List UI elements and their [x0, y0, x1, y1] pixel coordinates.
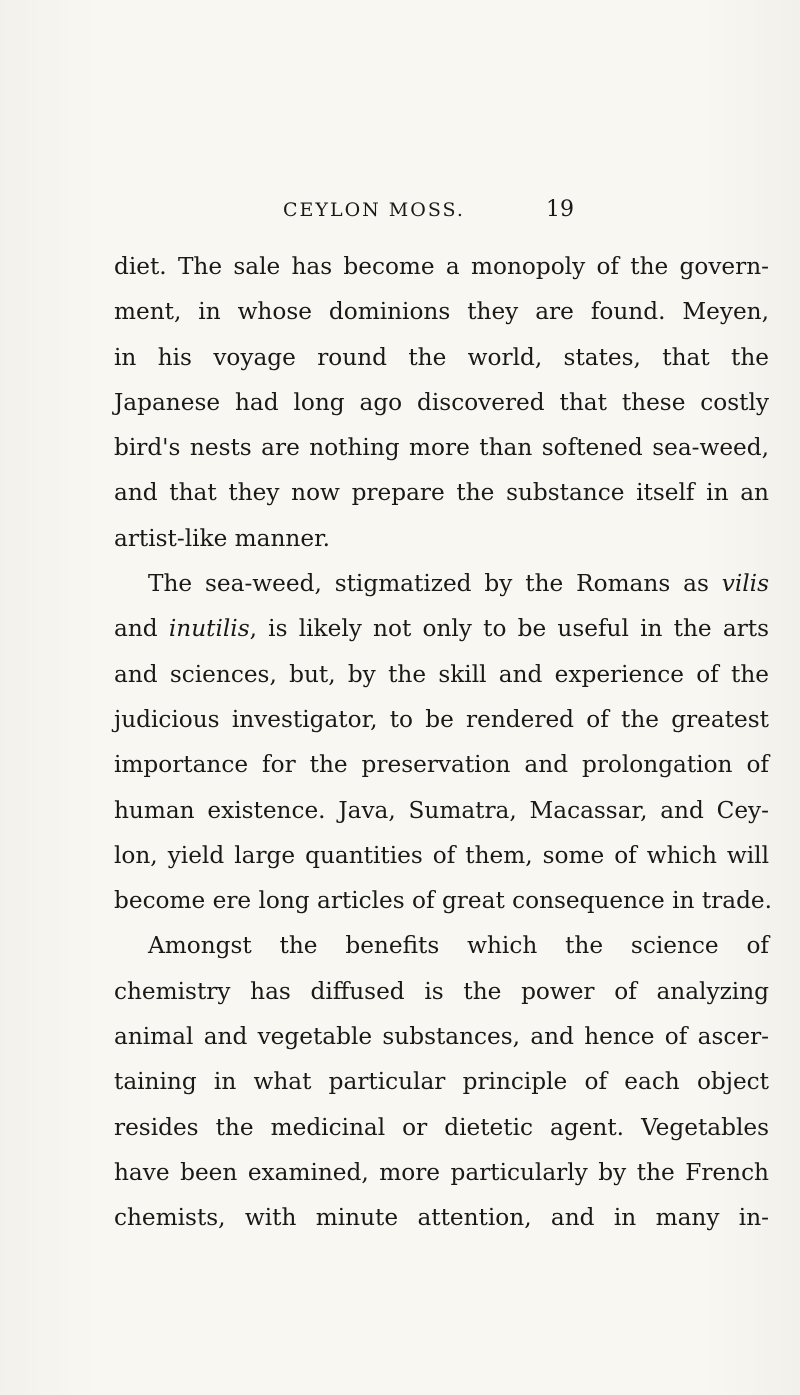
text-line-17: chemistry has diffused is the power of analyzing: [114, 977, 769, 1005]
text-line-5: bird's nests are nothing more than softened sea-weed,: [114, 434, 769, 462]
text-line-9-end: , is likely not only to be useful in the arts: [249, 615, 770, 643]
italic-word-inutilis: inutilis: [168, 615, 250, 643]
text-line-14: lon, yield large quantities of them, some of which will: [114, 841, 769, 869]
text-line-9: [114, 606, 769, 651]
italic-word-vilis: vilis: [721, 570, 769, 598]
text-line-2: ment, in whose dominions they are found. Meyen,: [114, 298, 769, 326]
page-number: 19: [546, 197, 574, 222]
text-line-1: diet. The sale has become a monopoly of the govern-: [114, 253, 769, 280]
text-line-9-start: and: [114, 615, 158, 643]
text-line-6: and that they now prepare the substance itself in an: [114, 479, 769, 507]
running-title: CEYLON MOSS.: [283, 199, 465, 221]
text-line-22: chemists, with minute attention, and in many in-: [114, 1204, 769, 1232]
text-line-18: animal and vegetable substances, and hence of ascer-: [114, 1023, 769, 1051]
text-line-10: and sciences, but, by the skill and experience of the: [114, 660, 769, 688]
text-line-13: human existence. Java, Sumatra, Macassar, and Cey-: [114, 796, 769, 824]
text-line-15: become ere long articles of great consequence in trade.: [114, 887, 773, 915]
text-line-8: [114, 561, 769, 606]
text-line-12: importance for the preservation and prolongation of: [114, 751, 769, 779]
text-line-7: artist-like manner.: [114, 524, 330, 552]
text-line-19: taining in what particular principle of each object: [114, 1068, 769, 1096]
text-line-4: Japanese had long ago discovered that these costly: [114, 388, 769, 416]
body-text: [114, 244, 773, 1241]
text-line-3: in his voyage round the world, states, that the: [114, 343, 769, 371]
text-line-11: judicious investigator, to be rendered of the greatest: [114, 705, 769, 733]
text-line-21: have been examined, more particularly by the French: [114, 1158, 769, 1186]
text-line-8-roman: The sea-weed, stigmatized by the Romans as: [148, 570, 709, 598]
text-line-16: Amongst the benefits which the science of: [148, 932, 769, 960]
text-line-20: resides the medicinal or dietetic agent. Vegetables: [114, 1113, 769, 1141]
running-head: [0, 194, 800, 226]
